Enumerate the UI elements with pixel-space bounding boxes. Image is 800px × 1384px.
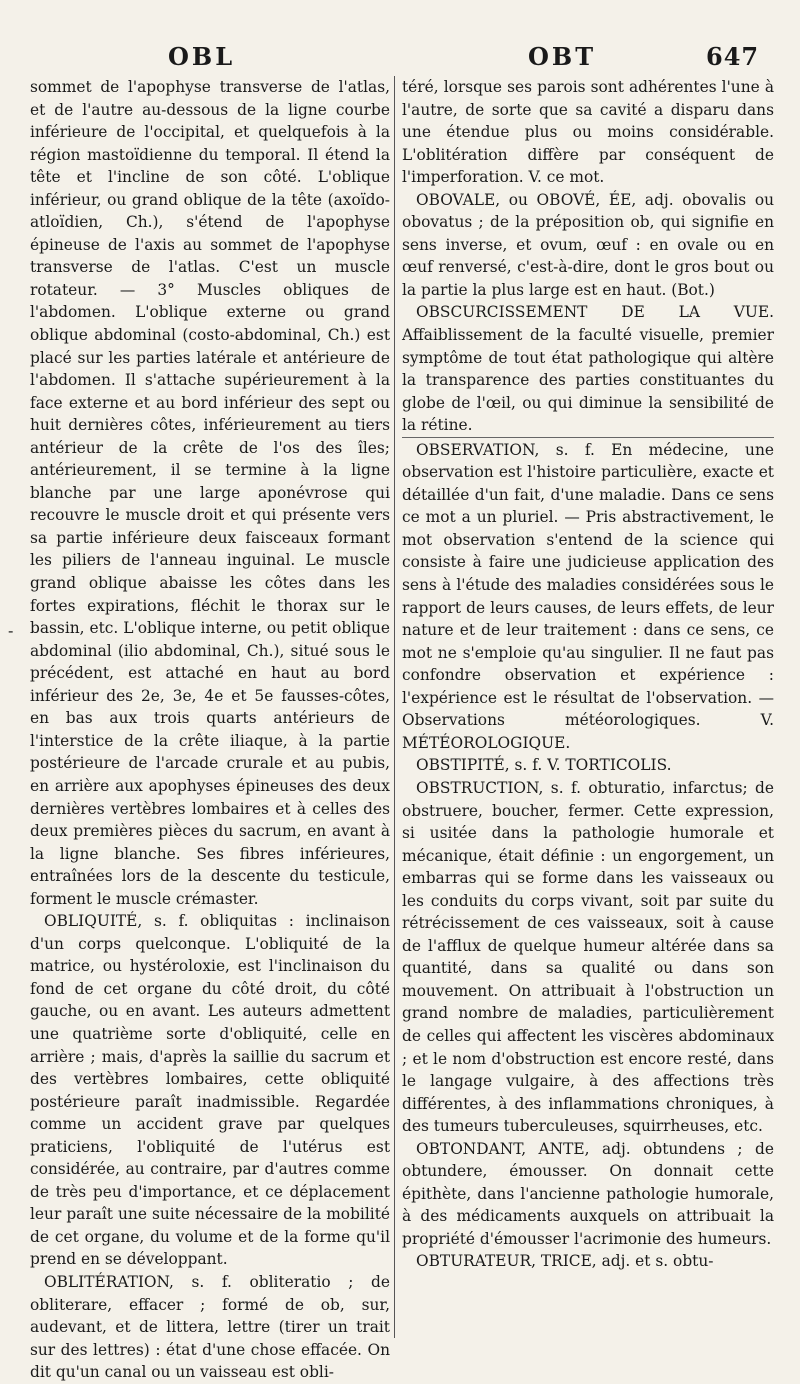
running-head-left: OBL: [168, 42, 236, 71]
entry-obliquite: OBLIQUITÉ, s. f. obliquitas : inclinaison d'un corps quelconque. L'obliquité de la matrice, ou hystéroloxie, est l'inclinaison du fond de cet organe du côté droit, du côté gauche, ou en avant. Les auteurs admettent une quatrième sorte d'obliquité, celle en arrière ; mais, d'après la saillie du sacrum et des vertèbres lombaires, cette obliquité postérieure paraît inadmissible. Regardée comme un accident grave par quelques praticiens, l'obliquité de l'utérus est considérée, au contraire, par d'autres comme de très peu d'importance, et ce déplacement leur paraît une suite nécessaire de la mobilité de cet organe, du volume et de la forme qu'il prend en se développant.: [30, 912, 390, 1269]
right-column: [402, 76, 774, 1273]
column-divider: [394, 76, 395, 1338]
page-number: 647: [706, 42, 760, 71]
entry-observation: OBSERVATION, s. f. En médecine, une observation est l'histoire particulière, exacte et détaillée d'un fait, d'une maladie. Dans ce sens ce mot a un pluriel. — Pris abstractivement, le mot observation s'entend de la science qui consiste à faire une judicieuse application des sens à l'étude des maladies considérées sous le rapport de leurs causes, de leurs effets, de leur nature et de leur traitement : dans ce sens, ce mot ne s'emploie qu'au singulier. Il ne faut pas confondre observation et expérience : l'expérience est le résultat de l'observation. — Observations météorologiques. V. MÉTÉOROLOGIQUE.: [402, 437, 774, 755]
entry-obtondant: OBTONDANT, ANTE, adj. obtundens ; de obtundere, émousser. On donnait cette épithète, dans l'ancienne pathologie humorale, à des médicaments auxquels on attribuait la propriété d'émousser l'acrimonie des humeurs.: [402, 1139, 774, 1248]
running-head-right: OBT: [528, 42, 597, 71]
entry-obturateur: OBTURATEUR, TRICE, adj. et s. obtu-: [416, 1252, 714, 1271]
entry-obliteration: OBLITÉRATION, s. f. obliteratio ; de obliterare, effacer ; formé de ob, sur, audevant, et de littera, lettre (tirer un trait sur des lettres) : état d'une chose effacée. On dit qu'un canal ou un vaisseau est obli-: [30, 1272, 390, 1382]
margin-mark: -: [8, 621, 14, 640]
entry-continuation: sommet de l'apophyse transverse de l'atlas, et de l'autre au-dessous de la ligne courbe inférieure de l'occipital, et quelquefois à la région mastoïdienne du temporal. Il étend la tête et l'incline de son côté. L'oblique inférieur, ou grand oblique de la tête (axoïdo-atloïdien, Ch.), s'étend de l'apophyse épineuse de l'axis au sommet de l'apophyse transverse de l'atlas. C'est un muscle rotateur. — 3° Muscles obliques de l'abdomen. L'oblique externe ou grand oblique abdominal (costo-abdominal, Ch.) est placé sur les parties latérale et antérieure de l'abdomen. Il s'attache supérieurement à la face externe et au bord inférieur des sept ou huit dernières côtes, inférieurement au tiers antérieur de la crête de l'os des îles; antérieurement, il se termine à la ligne blanche par une large aponévrose qui recouvre le muscle droit et qui présente vers sa partie inférieure deux faisceaux formant les piliers de l'anneau inguinal. Le muscle grand oblique abaisse les côtes dans les fortes expirations, fléchit le thorax sur le bassin, etc. L'oblique interne, ou petit oblique abdominal (ilio abdominal, Ch.), situé sous le précédent, est attaché en haut au bord inférieur des 2e, 3e, 4e et 5e fausses-côtes, en bas aux trois quarts antérieurs de l'interstice de la crête iliaque, à la partie postérieure de l'arcade crurale et au pubis, en arrière aux apophyses épineuses des deux dernières vertèbres lombaires et à celles des deux premières pièces du sacrum, en avant à la ligne blanche. Ses fibres inférieures, entraînées lors de la descente du testicule, forment le muscle crémaster.: [30, 78, 390, 908]
entry-obstruction: OBSTRUCTION, s. f. obturatio, infarctus; de obstruere, boucher, fermer. Cette expression, si usitée dans la pathologie humorale et mécanique, était définie : un engorgement, un embarras qui se forme dans les vaisseaux ou les conduits du corps vivant, soit par suite du rétrécissement de ces vaisseaux, soit à cause de l'afflux de quelque humeur altérée dans sa quantité, dans sa qualité ou dans son mouvement. On attribuait à l'obstruction un grand nombre de maladies, particulièrement de celles qui affectent les viscères abdominaux ; et le nom d'obstruction est encore resté, dans le langage vulgaire, à des affections très différentes, à des inflammations chroniques, à des tumeurs tuberculeuses, squirrheuses, etc.: [402, 778, 774, 1136]
entry-obscurcissement: OBSCURCISSEMENT DE LA VUE. Affaiblissement de la faculté visuelle, premier symptôme de tout état pathologique qui altère la transparence des parties constituantes du globe de l'œil, ou qui diminue la sensibilité de la rétine.: [402, 303, 774, 435]
entry-obstipite: OBSTIPITÉ, s. f. V. TORTICOLIS.: [416, 756, 672, 775]
left-column: [30, 76, 390, 1384]
entry-obovale: OBOVALE, ou OBOVÉ, ÉE, adj. obovalis ou obovatus ; de la préposition ob, qui signifie en sens inverse, et ovum, œuf : en ovale ou en œuf renversé, c'est-à-dire, dont le gros bout ou la partie la plus large est en haut. (Bot.): [402, 190, 774, 299]
entry-obliteration-continued: téré, lorsque ses parois sont adhérentes l'une à l'autre, de sorte que sa cavité a disparu dans une étendue plus ou moins considérable. L'oblitération diffère par conséquent de l'imperforation. V. ce mot.: [402, 78, 774, 187]
